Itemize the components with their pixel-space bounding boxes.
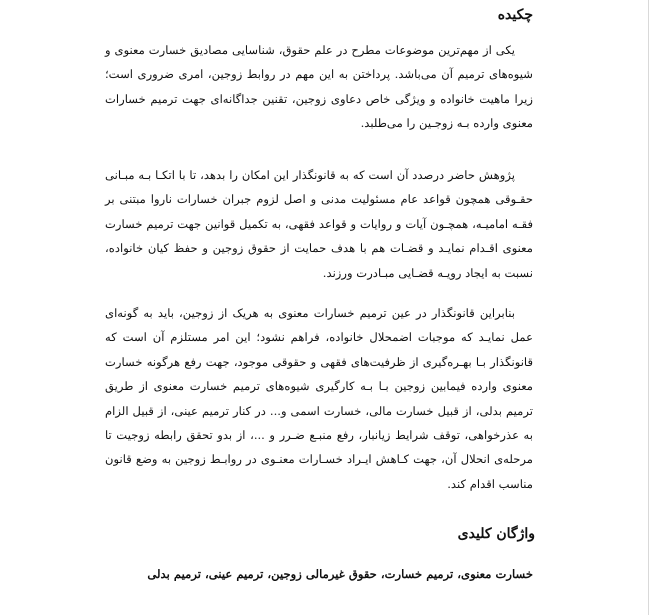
abstract-paragraph-3: بنابراین قانونگذار در عین ترمیم خسارات معنوی به هریک از زوجین، باید به گونه‌ای عمل نمایـد که موجبات اضمحلال خانواده، فراهم نشود؛ این امر مستلزم آن است که قانونگذار بـا بهـره‌گیری از ظرفیت‌های فقهی و حقوقی موجود، جهت رفع هرگونه خسارت معنوی وارده فیمابین زوجین بـا بـه کارگیری شیوه‌های ترمیم خسارت معنوی از طریق ترمیم بدلی، از قبیل خسارت مالی، خسارت اسمی و... در کنار ترمیم عینی، از قبیل الزام به عذرخواهی، توقف شرایط زیانبار، رفع منبـع ضـرر و ...، از بدو تحقق رابطه زوجیت تا مرحله‌ی انحلال آن، جهت کـاهش ایـراد خسـارات معنـوی در روابـط زوجین به وضع قانون مناسب اقدام کند.	[105, 306, 533, 491]
abstract-paragraph-2: پژوهش حاضر درصدد آن است که به قانونگذار این امکان را بدهد، تا با اتکـا بـه مبـانی حقـوقی همچون قواعد عام مسئولیت مدنی و اصل لزوم جبران خسارات ناروا مبتنی بر فقـه امامیـه، همچـون آیات و روایات و قواعد فقهی، به تکمیل قوانین جهت ترمیم خسارت معنوی اقـدام نمایـد و قضـات هم با هدف حمایت از حقوق زوجین و حفظ کیان خانواده، نسبت به ایجاد رویـه قضـایی مبـادرت ورزند.	[105, 168, 533, 280]
keywords-heading: واژگان کلیدی	[457, 526, 535, 542]
abstract-heading: چکیده	[497, 7, 533, 23]
keywords-list: خسارت معنوی، ترمیم خسارت، حقوق غیرمالی زوجین، ترمیم عینی، ترمیم بدلی	[147, 567, 533, 581]
abstract-paragraph-1: یکی از مهم‌ترین موضوعات مطرح در علم حقوق، شناسایی مصادیق خسارت معنوی و شیوه‌های ترمیم آن می‌باشد. پرداختن به این مهم در روابط زوجین، امری ضروری است؛ زیرا ماهیت خانواده و ویژگی خاص دعاوی زوجین، تقنین جداگانه‌ای جهت ترمیم خسارات معنوی وارده بـه زوجـین را می‌طلبد.	[105, 43, 533, 131]
